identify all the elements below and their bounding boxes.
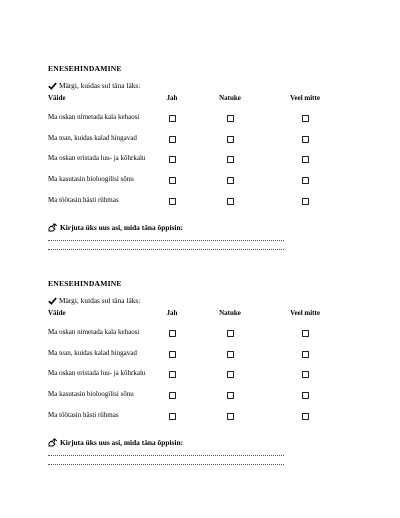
header-yes: Jah [166,309,178,317]
statement-text: Ma kasutasin bioloogilisi sõnu [48,390,134,399]
self-assessment-section-1 [48,64,348,250]
checkbox-yes[interactable] [169,136,176,143]
checkbox-yes[interactable] [169,330,176,337]
checkbox-not-yet[interactable] [302,177,309,184]
checkbox-not-yet[interactable] [302,371,309,378]
instruction-line [48,78,348,94]
table-row [48,134,348,155]
table-row [48,196,348,217]
header-yes: Jah [166,94,178,102]
table-header-row [48,309,348,328]
answer-line[interactable] [48,232,284,241]
checkbox-yes[interactable] [169,156,176,163]
checkbox-not-yet[interactable] [302,115,309,122]
answer-line[interactable] [48,447,284,456]
checkbox-not-yet[interactable] [302,413,309,420]
statement-text: Ma tean, kuidas kalad hingavad [48,348,137,357]
header-somewhat: Natuke [219,309,241,317]
checkbox-yes[interactable] [169,177,176,184]
statement-text: Ma oskan nimetada kala kehaosi [48,113,140,121]
instruction-line [48,293,348,309]
table-row [48,113,348,134]
checkbox-somewhat[interactable] [227,351,234,358]
checkbox-not-yet[interactable] [302,330,309,337]
checkbox-yes[interactable] [169,413,176,420]
checkbox-yes[interactable] [169,351,176,358]
header-not-yet: Veel mitte [290,94,320,102]
write-prompt-line [48,222,348,232]
checkbox-somewhat[interactable] [227,136,234,143]
answer-line[interactable] [48,456,284,465]
checkbox-not-yet[interactable] [302,136,309,143]
checkbox-somewhat[interactable] [227,371,234,378]
checkbox-somewhat[interactable] [227,198,234,205]
table-row [48,175,348,196]
statement-text: Ma töötasin hästi rühmas [48,195,119,204]
writing-hand-icon [48,438,60,447]
checkbox-yes[interactable] [169,392,176,399]
writing-hand-icon [48,223,60,232]
write-prompt-line [48,437,348,447]
table-row [48,390,348,411]
answer-line[interactable] [48,241,284,250]
statement-text: Ma oskan eristada luu- ja kõhrkalu [48,154,146,163]
statement-text: Ma oskan nimetada kala kehaosi [48,328,140,336]
table-row [48,328,348,349]
statement-text: Ma töötasin hästi rühmas [48,410,119,419]
statement-text: Ma kasutasin bioloogilisi sõnu [48,175,134,184]
section-title: ENESEHINDAMINE [48,64,122,73]
statement-text: Ma oskan eristada luu- ja kõhrkalu [48,369,146,378]
checkbox-somewhat[interactable] [227,413,234,420]
checkbox-somewhat[interactable] [227,177,234,184]
checkbox-somewhat[interactable] [227,330,234,337]
checkbox-not-yet[interactable] [302,392,309,399]
self-assessment-section-2 [48,279,348,465]
table-row [48,369,348,390]
checkbox-not-yet[interactable] [302,198,309,205]
statement-text: Ma tean, kuidas kalad hingavad [48,133,137,142]
instruction-text: Märgi, kuidas sul täna läks: [59,296,141,305]
checkbox-not-yet[interactable] [302,156,309,163]
checkbox-somewhat[interactable] [227,392,234,399]
checkbox-yes[interactable] [169,371,176,378]
instruction-text: Märgi, kuidas sul täna läks: [59,81,141,90]
assessment-table [48,309,348,431]
header-statement: Väide [48,309,66,317]
checkbox-yes[interactable] [169,115,176,122]
checkbox-yes[interactable] [169,198,176,205]
table-row [48,154,348,175]
checkbox-somewhat[interactable] [227,156,234,163]
header-not-yet: Veel mitte [290,309,320,317]
checkbox-not-yet[interactable] [302,351,309,358]
assessment-table [48,94,348,216]
write-prompt-text: Kirjuta üks uus asi, mida täna õppisin: [60,437,184,447]
table-header-row [48,94,348,113]
check-mark-icon [48,297,59,305]
table-row [48,349,348,370]
table-row [48,411,348,432]
header-somewhat: Natuke [219,94,241,102]
checkbox-somewhat[interactable] [227,115,234,122]
write-prompt-text: Kirjuta üks uus asi, mida täna õppisin: [60,222,184,232]
header-statement: Väide [48,94,66,102]
section-title: ENESEHINDAMINE [48,279,122,288]
check-mark-icon [48,82,59,90]
